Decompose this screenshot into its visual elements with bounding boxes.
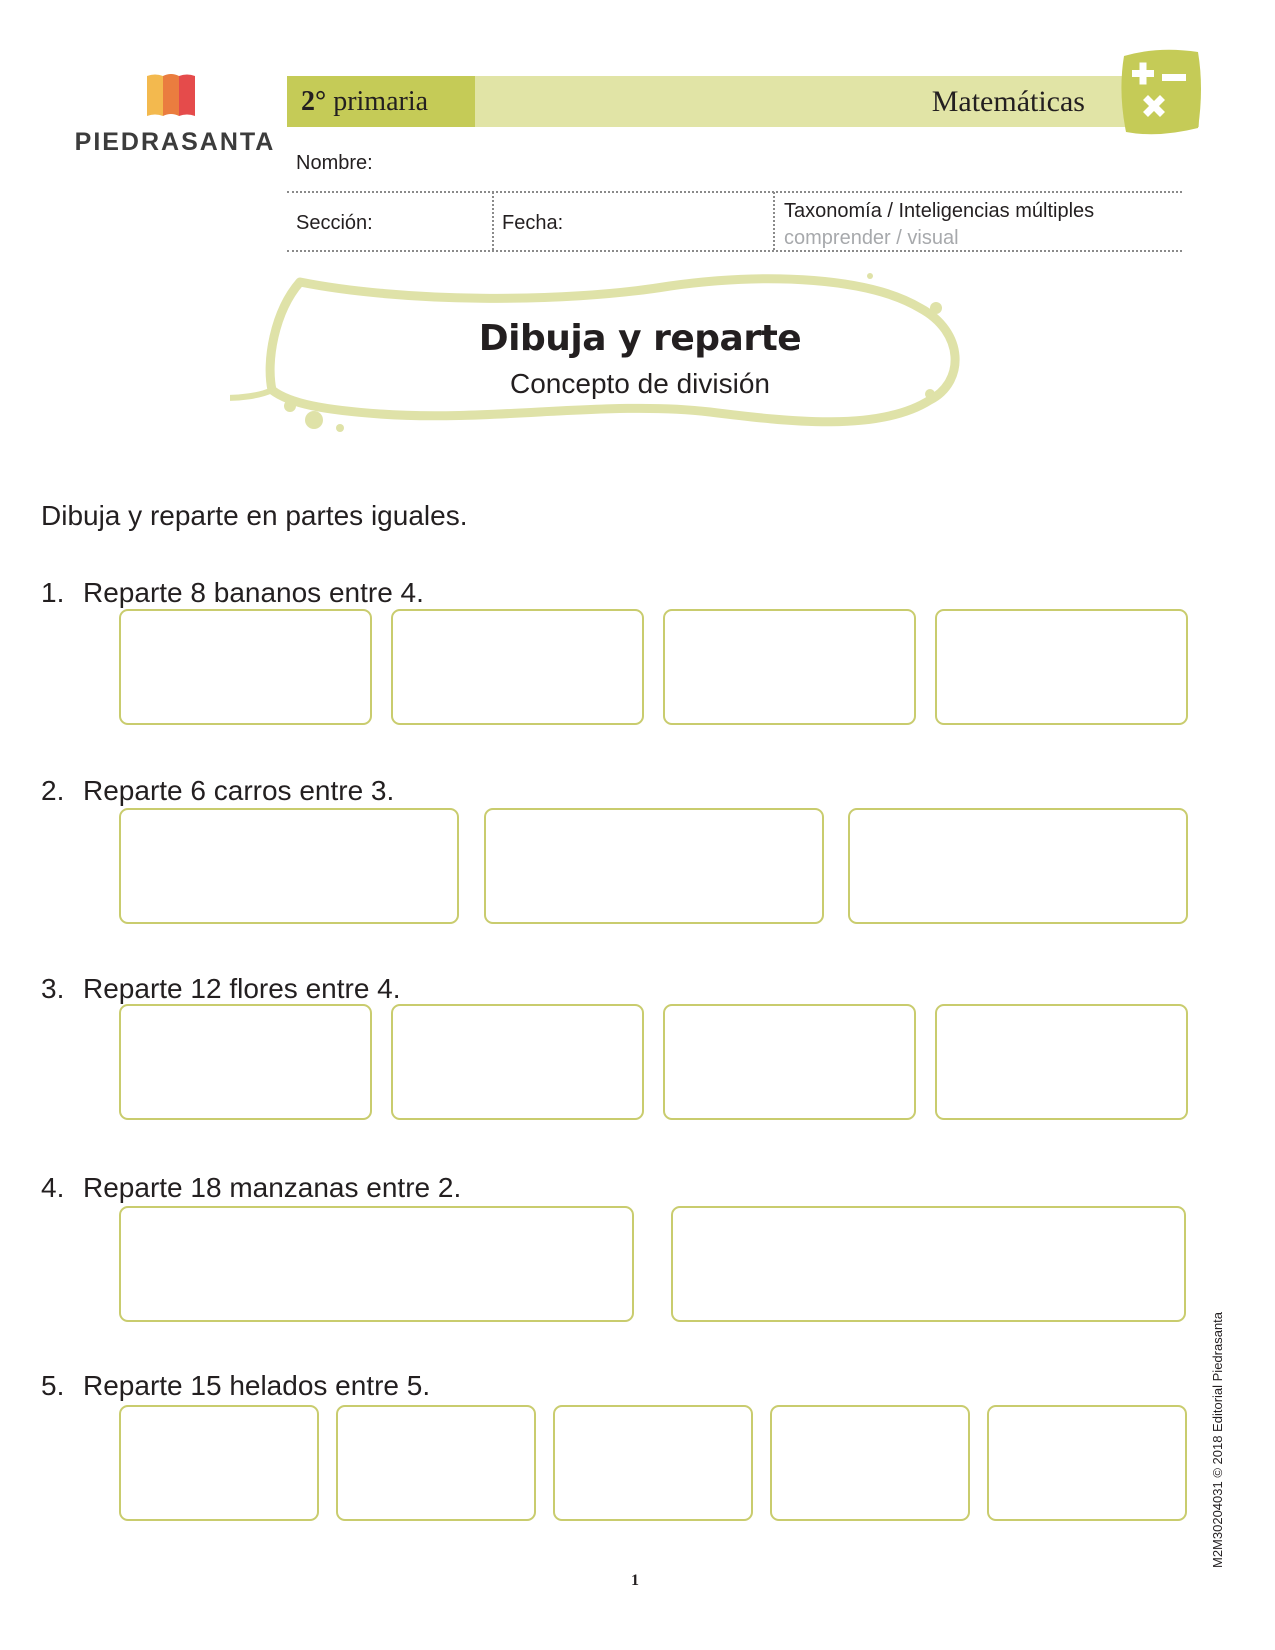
page-subtitle: Concepto de división: [510, 368, 770, 399]
answer-box[interactable]: [935, 1004, 1188, 1120]
problem-4: [41, 1172, 461, 1204]
answer-box[interactable]: [336, 1405, 536, 1521]
title-frame: [230, 272, 990, 462]
name-field-line: [287, 191, 1182, 193]
problem-text: Reparte 15 helados entre 5.: [83, 1370, 431, 1401]
answer-box[interactable]: [119, 808, 459, 924]
brand-name: PIEDRASANTA: [74, 128, 276, 156]
copyright-text: M2M30204031 © 2018 Editorial Piedrasanta: [1210, 1311, 1225, 1568]
problem-1: [41, 577, 424, 609]
answer-box[interactable]: [391, 609, 644, 725]
problem-number: 1.: [41, 577, 65, 608]
page-title: Dibuja y reparte: [478, 318, 802, 359]
answer-box[interactable]: [663, 1004, 916, 1120]
instruction-text: Dibuja y reparte en partes iguales.: [41, 500, 468, 531]
fields-bottom-line: [287, 250, 1182, 252]
problem-2: [41, 775, 394, 807]
taxonomy-value: comprender / visual: [784, 227, 959, 249]
answer-box[interactable]: [848, 808, 1188, 924]
answer-box[interactable]: [553, 1405, 753, 1521]
problem-5: [41, 1370, 430, 1402]
name-label: Nombre:: [296, 152, 373, 174]
answer-box[interactable]: [391, 1004, 644, 1120]
taxonomy-label: Taxonomía / Inteligencias múltiples: [784, 200, 1095, 222]
page-number: 1: [631, 1572, 639, 1589]
answer-box[interactable]: [770, 1405, 970, 1521]
problem-text: Reparte 8 bananos entre 4.: [83, 577, 424, 608]
date-label: Fecha:: [502, 212, 564, 234]
answer-box[interactable]: [663, 609, 916, 725]
answer-box[interactable]: [119, 1206, 634, 1322]
grade-label: [287, 76, 475, 127]
answer-box[interactable]: [484, 808, 824, 924]
subject-title: Matemáticas: [931, 85, 1085, 118]
answer-box[interactable]: [119, 609, 372, 725]
answer-box[interactable]: [987, 1405, 1187, 1521]
answer-box[interactable]: [119, 1405, 319, 1521]
field-divider: [773, 192, 775, 250]
problem-text: Reparte 6 carros entre 3.: [83, 775, 395, 806]
problem-3: [41, 973, 401, 1005]
book-logo-icon: [145, 70, 197, 122]
grade-level: primaria: [333, 85, 429, 117]
answer-box[interactable]: [119, 1004, 372, 1120]
problem-text: Reparte 12 flores entre 4.: [83, 973, 401, 1004]
plus-minus-times-icon: [1118, 48, 1202, 136]
problem-number: 2.: [41, 775, 65, 806]
answer-box[interactable]: [935, 609, 1188, 725]
grade-number: 2°: [301, 85, 327, 117]
answer-box[interactable]: [671, 1206, 1186, 1322]
problem-number: 5.: [41, 1370, 65, 1401]
problem-number: 4.: [41, 1172, 65, 1203]
field-divider: [492, 192, 494, 250]
problem-number: 3.: [41, 973, 65, 1004]
section-label: Sección:: [296, 212, 373, 234]
problem-text: Reparte 18 manzanas entre 2.: [83, 1172, 462, 1203]
